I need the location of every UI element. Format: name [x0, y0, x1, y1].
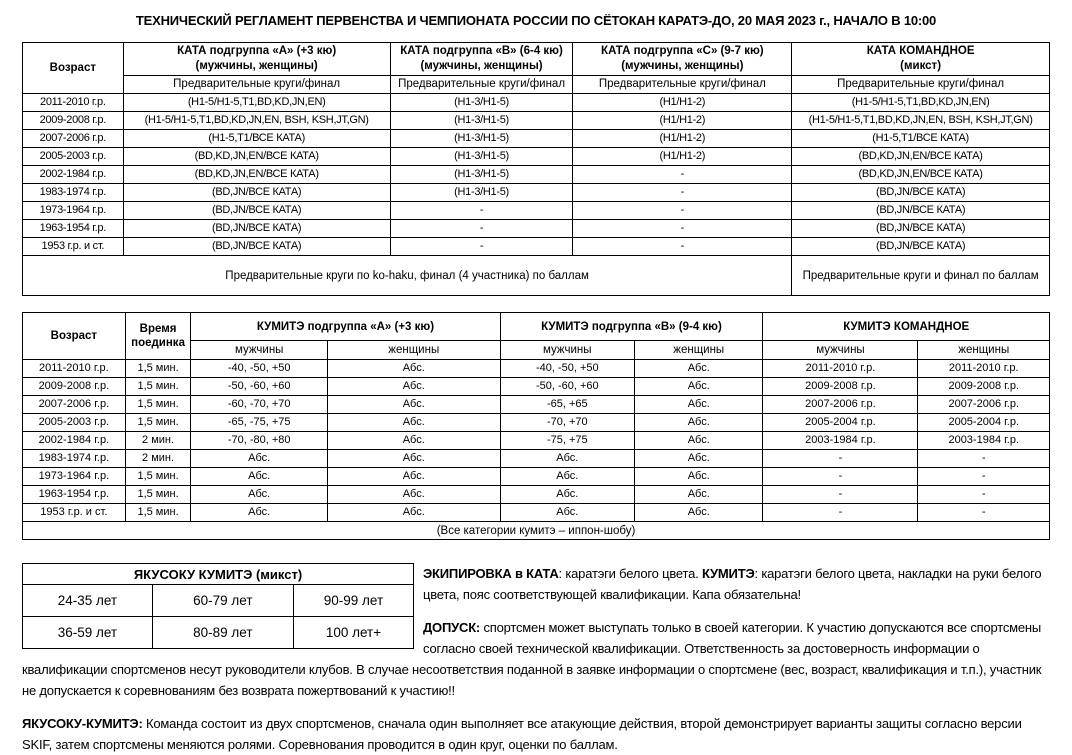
table-cell: (Н1-5/Н1-5,Т1,BD,KD,JN,EN, BSH, KSH,JT,GN)	[792, 112, 1050, 130]
table-cell: -	[573, 184, 792, 202]
table-cell: -	[918, 450, 1050, 468]
table-cell: 2 мин.	[125, 432, 191, 450]
table-cell: -40, -50, +50	[500, 360, 635, 378]
table-row	[23, 184, 1050, 202]
table-cell: -65, +65	[500, 396, 635, 414]
table-cell: 2003-1984 г.р.	[763, 432, 918, 450]
table-cell: 100 лет+	[293, 617, 413, 649]
table-cell: -	[573, 202, 792, 220]
yakusoku-table-body	[23, 585, 414, 649]
table-cell: 1,5 мин.	[125, 468, 191, 486]
kata-header-group-a	[123, 43, 390, 76]
kata-header-group-b-sub: (мужчины, женщины)	[420, 60, 543, 72]
table-cell: 2009-2008 г.р.	[763, 378, 918, 396]
table-cell: Абс.	[191, 504, 328, 522]
table-cell: (BD,JN/ВСЕ КАТА)	[792, 220, 1050, 238]
kata-subheader-a: Предварительные круги/финал	[123, 76, 390, 94]
kumite-header-men-team: мужчины	[763, 341, 918, 360]
table-cell: -65, -75, +75	[191, 414, 328, 432]
table-cell: 2007-2006 г.р.	[918, 396, 1050, 414]
table-row	[23, 220, 1050, 238]
table-cell: Абс.	[635, 486, 763, 504]
table-cell: 2007-2006 г.р.	[763, 396, 918, 414]
table-row	[23, 396, 1050, 414]
table-row	[23, 468, 1050, 486]
admission-note-label: ДОПУСК:	[423, 620, 481, 635]
table-cell: 2011-2010 г.р.	[23, 94, 124, 112]
table-cell: 2005-2003 г.р.	[23, 414, 126, 432]
equipment-note-label-1: ЭКИПИРОВКА в КАТА	[423, 566, 559, 581]
table-cell: (Н1-3/Н1-5)	[390, 184, 573, 202]
kumite-header-group-a: КУМИТЭ подгруппа «А» (+3 кю)	[191, 313, 500, 341]
table-cell: -75, +75	[500, 432, 635, 450]
table-cell: Абс.	[500, 486, 635, 504]
table-cell: (Н1-3/Н1-5)	[390, 166, 573, 184]
table-cell: Абс.	[500, 468, 635, 486]
table-cell: 90-99 лет	[293, 585, 413, 617]
table-cell: 1,5 мин.	[125, 360, 191, 378]
kata-footer-right: Предварительные круги и финал по баллам	[792, 256, 1050, 296]
table-cell: -50, -60, +60	[500, 378, 635, 396]
table-cell: -	[573, 238, 792, 256]
kumite-header-women-a: женщины	[327, 341, 500, 360]
table-cell: 36-59 лет	[23, 617, 153, 649]
kumite-table	[22, 312, 1050, 540]
yakusoku-kumite-note-label: ЯКУСОКУ-КУМИТЭ:	[22, 716, 143, 731]
table-cell: -70, -80, +80	[191, 432, 328, 450]
table-cell: 1973-1964 г.р.	[23, 202, 124, 220]
document-title: ТЕХНИЧЕСКИЙ РЕГЛАМЕНТ ПЕРВЕНСТВА И ЧЕМПИОНАТА РОССИИ ПО СЁТОКАН КАРАТЭ-ДО, 20 МАЯ 2023 г., НАЧАЛО В 10:00	[135, 13, 937, 28]
admission-note-text: спортсмен может выступать только в своей категории. К участию допускаются все спортсмены согласно своей технической квалификации. Ответственность за достоверность информации о квалификации спортсменов несут руководители клубов. В случае несоответствия поданной в заявке информации о спортсмене (вес, возраст, квалификация и т.п.), участник не допускается к соревнованиям без возврата пожертвований к участию!!	[22, 620, 1042, 698]
kata-header-age: Возраст	[23, 43, 124, 94]
table-cell: 2009-2008 г.р.	[918, 378, 1050, 396]
table-cell: 1,5 мин.	[125, 504, 191, 522]
table-cell: (Н1-5/Н1-5,Т1,BD,KD,JN,EN)	[123, 94, 390, 112]
table-cell: -60, -70, +70	[191, 396, 328, 414]
table-row	[23, 585, 414, 617]
kata-header-group-c-sub: (мужчины, женщины)	[621, 60, 744, 72]
table-cell: 2005-2004 г.р.	[918, 414, 1050, 432]
table-cell: Абс.	[327, 504, 500, 522]
table-cell: Абс.	[635, 396, 763, 414]
table-cell: -	[573, 166, 792, 184]
table-cell: (Н1-3/Н1-5)	[390, 130, 573, 148]
table-cell: (BD,KD,JN,EN/ВСЕ КАТА)	[123, 166, 390, 184]
table-cell: Абс.	[327, 486, 500, 504]
table-cell: 60-79 лет	[152, 585, 293, 617]
table-cell: 2011-2010 г.р.	[918, 360, 1050, 378]
table-cell: Абс.	[327, 468, 500, 486]
table-cell: -	[763, 468, 918, 486]
kata-header-group-c-title: КАТА подгруппа «С» (9-7 кю)	[601, 45, 764, 57]
table-row	[23, 148, 1050, 166]
table-cell: (BD,JN/ВСЕ КАТА)	[792, 184, 1050, 202]
kata-header-group-team-title: КАТА КОМАНДНОЕ	[866, 45, 975, 57]
table-row	[23, 432, 1050, 450]
table-cell: Абс.	[635, 360, 763, 378]
table-cell: 1,5 мин.	[125, 414, 191, 432]
table-cell: -	[918, 468, 1050, 486]
table-cell: -	[763, 450, 918, 468]
table-cell: 2011-2010 г.р.	[763, 360, 918, 378]
table-row	[23, 504, 1050, 522]
table-cell: 1953 г.р. и ст.	[23, 238, 124, 256]
table-cell: 2003-1984 г.р.	[918, 432, 1050, 450]
table-cell: 1,5 мин.	[125, 396, 191, 414]
bottom-section	[22, 563, 1050, 755]
table-cell: Абс.	[327, 360, 500, 378]
table-cell: 1963-1954 г.р.	[23, 220, 124, 238]
table-row	[23, 378, 1050, 396]
table-cell: 2002-1984 г.р.	[23, 432, 126, 450]
kumite-header-group-team: КУМИТЭ КОМАНДНОЕ	[763, 313, 1050, 341]
table-cell: (BD,JN/ВСЕ КАТА)	[792, 238, 1050, 256]
table-cell: 1983-1974 г.р.	[23, 450, 126, 468]
kata-header-group-c	[573, 43, 792, 76]
yakusoku-header-title: ЯКУСОКУ КУМИТЭ (микст)	[23, 564, 414, 585]
table-cell: Абс.	[327, 450, 500, 468]
table-cell: (Н1/Н1-2)	[573, 112, 792, 130]
kumite-header-time: Время поединка	[125, 313, 191, 360]
table-cell: (Н1-3/Н1-5)	[390, 148, 573, 166]
kumite-footer: (Все категории кумитэ – иппон-шобу)	[23, 522, 1050, 540]
table-cell: (BD,JN/ВСЕ КАТА)	[792, 202, 1050, 220]
table-cell: Абс.	[500, 450, 635, 468]
yakusoku-kumite-note	[22, 713, 1050, 755]
table-cell: -40, -50, +50	[191, 360, 328, 378]
table-cell: (Н1-5,Т1/ВСЕ КАТА)	[792, 130, 1050, 148]
yakusoku-kumite-note-text: Команда состоит из двух спортсменов, сначала один выполняет все атакующие действия, второй демонстрирует варианты защиты согласно версии SKIF, затем спортсмены меняются ролями. Соревнования проводится в один круг, оценки по баллам.	[22, 716, 1022, 752]
table-cell: Абс.	[635, 432, 763, 450]
table-cell: 2009-2008 г.р.	[23, 112, 124, 130]
table-cell: -	[918, 504, 1050, 522]
table-cell: (BD,KD,JN,EN/ВСЕ КАТА)	[792, 166, 1050, 184]
table-cell: Абс.	[635, 468, 763, 486]
table-cell: 1963-1954 г.р.	[23, 486, 126, 504]
kumite-table-body	[23, 360, 1050, 522]
table-row	[23, 414, 1050, 432]
table-row	[23, 450, 1050, 468]
table-cell: -	[573, 220, 792, 238]
table-cell: 2005-2003 г.р.	[23, 148, 124, 166]
table-cell: 1973-1964 г.р.	[23, 468, 126, 486]
table-cell: Абс.	[500, 504, 635, 522]
table-cell: Абс.	[327, 378, 500, 396]
kata-table-body	[23, 94, 1050, 256]
kumite-header-men-a: мужчины	[191, 341, 328, 360]
table-cell: -	[390, 220, 573, 238]
table-cell: Абс.	[191, 468, 328, 486]
table-cell: 2 мин.	[125, 450, 191, 468]
table-cell: -	[390, 238, 573, 256]
table-cell: Абс.	[327, 396, 500, 414]
kata-table	[22, 42, 1050, 296]
kata-header-group-a-sub: (мужчины, женщины)	[195, 60, 318, 72]
table-cell: Абс.	[191, 450, 328, 468]
yakusoku-table-wrap	[22, 563, 414, 649]
kumite-header-age: Возраст	[23, 313, 126, 360]
kata-header-group-team-sub: (микст)	[900, 60, 942, 72]
table-cell: (Н1/Н1-2)	[573, 148, 792, 166]
table-cell: -	[763, 486, 918, 504]
table-cell: Абс.	[635, 414, 763, 432]
table-cell: Абс.	[191, 486, 328, 504]
kata-header-group-a-title: КАТА подгруппа «А» (+3 кю)	[177, 45, 337, 57]
table-row	[23, 130, 1050, 148]
table-cell: (Н1-3/Н1-5)	[390, 94, 573, 112]
equipment-note-text-1: : каратэги белого цвета.	[558, 566, 702, 581]
table-cell: 2005-2004 г.р.	[763, 414, 918, 432]
table-row	[23, 202, 1050, 220]
table-cell: Абс.	[327, 414, 500, 432]
table-cell: -	[390, 202, 573, 220]
table-row	[23, 360, 1050, 378]
kata-header-group-team	[792, 43, 1050, 76]
kumite-header-women-b: женщины	[635, 341, 763, 360]
table-cell: Абс.	[635, 504, 763, 522]
table-cell: 2011-2010 г.р.	[23, 360, 126, 378]
equipment-note-label-2: КУМИТЭ	[701, 566, 755, 581]
table-cell: (Н1-5/Н1-5,Т1,BD,KD,JN,EN, BSH, KSH,JT,GN)	[123, 112, 390, 130]
table-cell: 1983-1974 г.р.	[23, 184, 124, 202]
table-cell: (BD,JN/ВСЕ КАТА)	[123, 184, 390, 202]
table-cell: Абс.	[635, 378, 763, 396]
yakusoku-table	[22, 563, 414, 649]
table-cell: 24-35 лет	[23, 585, 153, 617]
table-cell: 1,5 мин.	[125, 486, 191, 504]
table-cell: 2007-2006 г.р.	[23, 130, 124, 148]
table-row	[23, 166, 1050, 184]
table-cell: 1,5 мин.	[125, 378, 191, 396]
table-cell: (Н1/Н1-2)	[573, 94, 792, 112]
table-cell: -	[918, 486, 1050, 504]
table-cell: (BD,JN/ВСЕ КАТА)	[123, 202, 390, 220]
kata-header-group-b	[390, 43, 573, 76]
table-cell: 80-89 лет	[152, 617, 293, 649]
table-cell: (BD,JN/ВСЕ КАТА)	[123, 238, 390, 256]
table-cell: -70, +70	[500, 414, 635, 432]
kata-header-group-b-title: КАТА подгруппа «В» (6-4 кю)	[400, 45, 563, 57]
table-cell: (Н1/Н1-2)	[573, 130, 792, 148]
table-cell: (BD,KD,JN,EN/ВСЕ КАТА)	[792, 148, 1050, 166]
table-cell: (BD,JN/ВСЕ КАТА)	[123, 220, 390, 238]
kata-subheader-b: Предварительные круги/финал	[390, 76, 573, 94]
kata-subheader-c: Предварительные круги/финал	[573, 76, 792, 94]
kata-footer-left: Предварительные круги по ko-haku, финал (4 участника) по баллам	[23, 256, 792, 296]
table-row	[23, 238, 1050, 256]
table-cell: 2007-2006 г.р.	[23, 396, 126, 414]
table-cell: (Н1-3/Н1-5)	[390, 112, 573, 130]
table-cell: 1953 г.р. и ст.	[23, 504, 126, 522]
kumite-header-women-team: женщины	[918, 341, 1050, 360]
table-row	[23, 94, 1050, 112]
table-row	[23, 112, 1050, 130]
table-cell: -	[763, 504, 918, 522]
table-cell: -50, -60, +60	[191, 378, 328, 396]
kumite-header-men-b: мужчины	[500, 341, 635, 360]
table-cell: (BD,KD,JN,EN/ВСЕ КАТА)	[123, 148, 390, 166]
table-cell: Абс.	[635, 450, 763, 468]
equipment-note-text-2: : каратэги белого цвета, накладки на руки белого цвета, пояс соответствующей квалификации. Капа обязательна!	[423, 566, 1042, 602]
table-cell: 2002-1984 г.р.	[23, 166, 124, 184]
kumite-header-group-b: КУМИТЭ подгруппа «В» (9-4 кю)	[500, 313, 763, 341]
kata-subheader-team: Предварительные круги/финал	[792, 76, 1050, 94]
table-cell: (Н1-5,Т1/ВСЕ КАТА)	[123, 130, 390, 148]
table-cell: (Н1-5/Н1-5,Т1,BD,KD,JN,EN)	[792, 94, 1050, 112]
table-row	[23, 486, 1050, 504]
table-row	[23, 617, 414, 649]
table-cell: Абс.	[327, 432, 500, 450]
table-cell: 2009-2008 г.р.	[23, 378, 126, 396]
